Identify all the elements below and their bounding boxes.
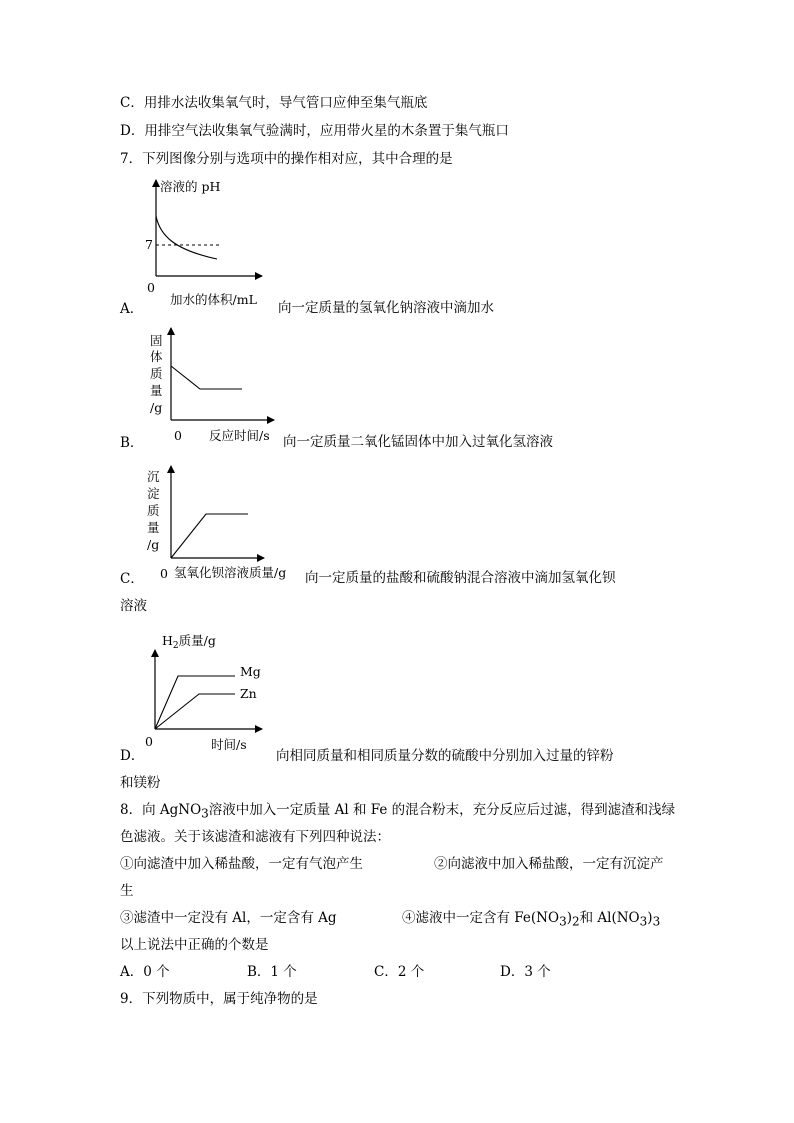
q8-ask: 以上说法中正确的个数是 bbox=[120, 937, 269, 953]
graph-d-ylabel: $H_2$质量/g bbox=[162, 633, 216, 651]
q8-statement-1: ①向滤渣中加入稀盐酸，一定有气泡产生 bbox=[120, 856, 363, 872]
graph-b-ylabel-5: /g bbox=[150, 400, 163, 415]
q8-stem: 8．向 AgNO$_3$溶液中加入一定质量 Al 和 Fe 的混合粉末，充分反应后过滤，得到滤渣和浅绿 bbox=[120, 802, 676, 821]
graph-c-ylabel-4: 量 bbox=[147, 520, 160, 535]
graph-b-origin: 0 bbox=[174, 428, 182, 443]
q8-option-b: B．1 个 bbox=[247, 964, 297, 980]
q8-statement-2: ②向滤液中加入稀盐酸，一定有沉淀产 bbox=[434, 856, 664, 872]
q9-stem: 9．下列物质中，属于纯净物的是 bbox=[120, 991, 318, 1007]
option-c-desc-cont: 溶液 bbox=[120, 598, 147, 614]
graph-b-ylabel-2: 体 bbox=[150, 349, 163, 364]
graph-a-curve bbox=[156, 216, 217, 259]
graph-c-ylabel-3: 质 bbox=[147, 503, 160, 518]
graph-a-ylabel: 溶液的 pH bbox=[160, 179, 221, 194]
q8-option-d: D．3 个 bbox=[500, 964, 551, 980]
graph-a-tick-7: 7 bbox=[145, 237, 153, 252]
graph-c-ylabel-2: 淀 bbox=[147, 486, 160, 501]
graph-c-xlabel: 氢氧化钡溶液质量/g bbox=[174, 565, 287, 580]
graph-b-ylabel-4: 量 bbox=[150, 383, 163, 398]
option-b-letter: B． bbox=[120, 435, 144, 451]
q8-statement-3: ③滤渣中一定没有 Al，一定含有 Ag bbox=[120, 910, 337, 926]
q7-stem: 7．下列图像分别与选项中的操作相对应，其中合理的是 bbox=[120, 151, 453, 167]
graph-d-label-zn: Zn bbox=[240, 686, 257, 701]
q8-option-a: A．0 个 bbox=[120, 964, 170, 980]
q6-option-c: C．用排水法收集氧气时，导气管口应伸至集气瓶底 bbox=[120, 95, 428, 111]
graph-c-line bbox=[171, 514, 248, 558]
graph-b-xlabel: 反应时间/s bbox=[209, 428, 270, 443]
option-b-desc: 向一定质量二氧化锰固体中加入过氧化氢溶液 bbox=[283, 434, 553, 450]
graph-d-label-mg: Mg bbox=[240, 664, 261, 679]
option-a-desc: 向一定质量的氢氧化钠溶液中滴加水 bbox=[278, 300, 494, 316]
option-c-desc: 向一定质量的盐酸和硫酸钠混合溶液中滴加氢氧化钡 bbox=[305, 570, 616, 586]
graph-d-line-mg bbox=[155, 676, 235, 729]
q8-option-c: C．2 个 bbox=[374, 964, 425, 980]
q8-statement-2-cont: 生 bbox=[120, 883, 134, 899]
graph-c-ylabel-5: /g bbox=[147, 537, 160, 552]
graph-a-origin: 0 bbox=[147, 280, 155, 295]
q6-option-d: D．用排空气法收集氧气验满时，应用带火星的木条置于集气瓶口 bbox=[120, 123, 509, 139]
graph-c-origin: 0 bbox=[160, 566, 168, 581]
option-d-letter: D． bbox=[120, 748, 145, 764]
option-c-letter: C． bbox=[120, 571, 144, 587]
graph-d-origin: 0 bbox=[145, 734, 153, 749]
graph-b-line bbox=[171, 366, 242, 389]
option-d-desc: 向相同质量和相同质量分数的硫酸中分别加入过量的锌粉 bbox=[276, 748, 614, 764]
graph-b-ylabel-1: 固 bbox=[150, 333, 163, 348]
option-a-letter: A． bbox=[120, 301, 144, 317]
graph-a-xlabel: 加水的体积/mL bbox=[170, 292, 257, 307]
graph-d-line-zn bbox=[155, 694, 235, 729]
graph-c-ylabel-1: 沉 bbox=[147, 469, 160, 484]
q8-statement-4: ④滤液中一定含有 $Fe(NO_3)_2$和 $Al(NO_3)_3$ bbox=[402, 910, 661, 929]
graph-b-ylabel-3: 质 bbox=[150, 366, 163, 381]
graph-d-xlabel: 时间/s bbox=[211, 737, 247, 752]
option-d-desc-cont: 和镁粉 bbox=[120, 775, 161, 791]
q8-stem-cont: 色滤液。关于该滤渣和滤液有下列四种说法： bbox=[120, 829, 390, 845]
